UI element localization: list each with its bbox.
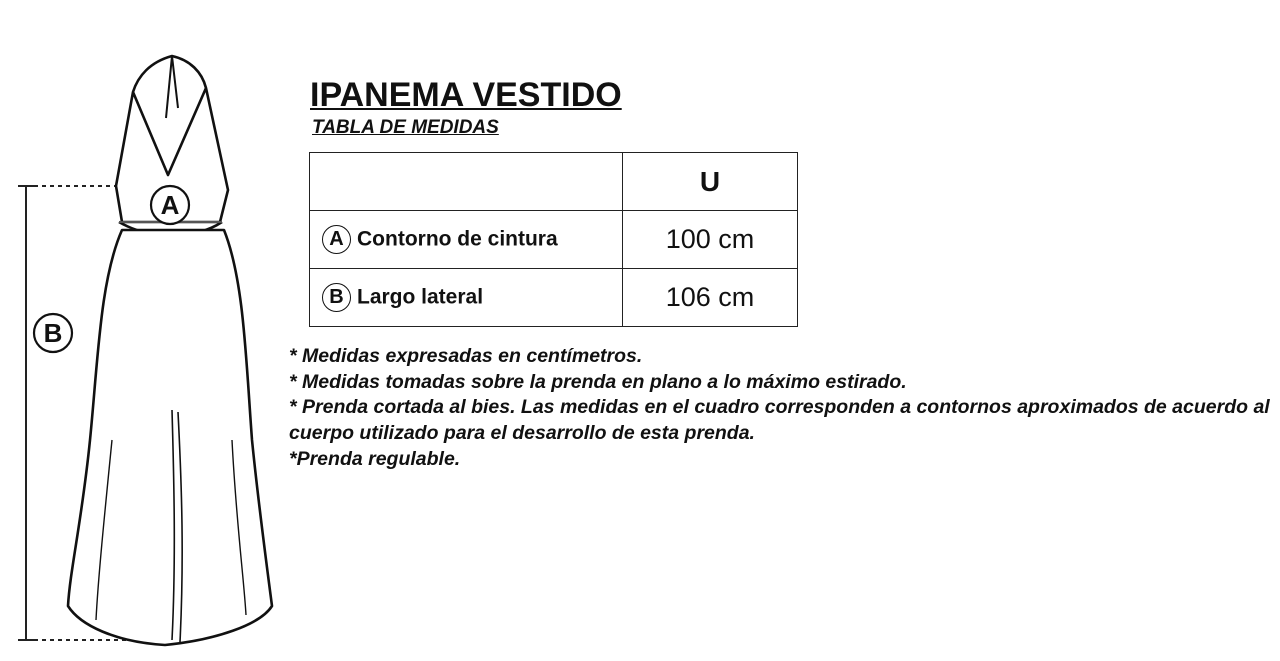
product-title: IPANEMA VESTIDO xyxy=(310,76,622,114)
size-table-header xyxy=(310,153,798,211)
header-blank-cell xyxy=(310,153,623,211)
marker-b xyxy=(34,314,72,352)
size-header-u: U xyxy=(623,153,798,211)
row-label-cell xyxy=(310,269,623,327)
measure-label-waist: Contorno de cintura xyxy=(357,227,558,251)
measure-value-length: 106 cm xyxy=(623,269,798,327)
marker-a-badge: A xyxy=(322,225,351,254)
row-label-cell xyxy=(310,211,623,269)
dress-skirt xyxy=(68,230,272,645)
marker-a xyxy=(151,186,189,224)
note-line: * Prenda cortada al bies. Las medidas en el cuadro corresponden a contornos aproximados de acuerdo al cuerpo utilizado para el desarrollo de esta prenda. xyxy=(289,396,1270,445)
note-line: * Medidas expresadas en centímetros. xyxy=(289,345,643,367)
marker-a-letter: A xyxy=(160,190,180,220)
marker-b-letter: B xyxy=(43,318,63,348)
dress-illustration xyxy=(0,0,300,661)
table-row xyxy=(310,269,798,327)
size-table xyxy=(309,152,798,327)
marker-b-badge: B xyxy=(322,283,351,312)
note-line: *Prenda regulable. xyxy=(289,447,461,470)
notes-block xyxy=(289,344,1274,473)
note-line: * Medidas tomadas sobre la prenda en plano a lo máximo estirado. xyxy=(289,370,907,393)
measure-label-length: Largo lateral xyxy=(357,285,484,309)
table-row xyxy=(310,211,798,269)
measure-value-waist: 100 cm xyxy=(623,211,798,269)
size-table-subtitle: TABLA DE MEDIDAS xyxy=(312,117,499,138)
